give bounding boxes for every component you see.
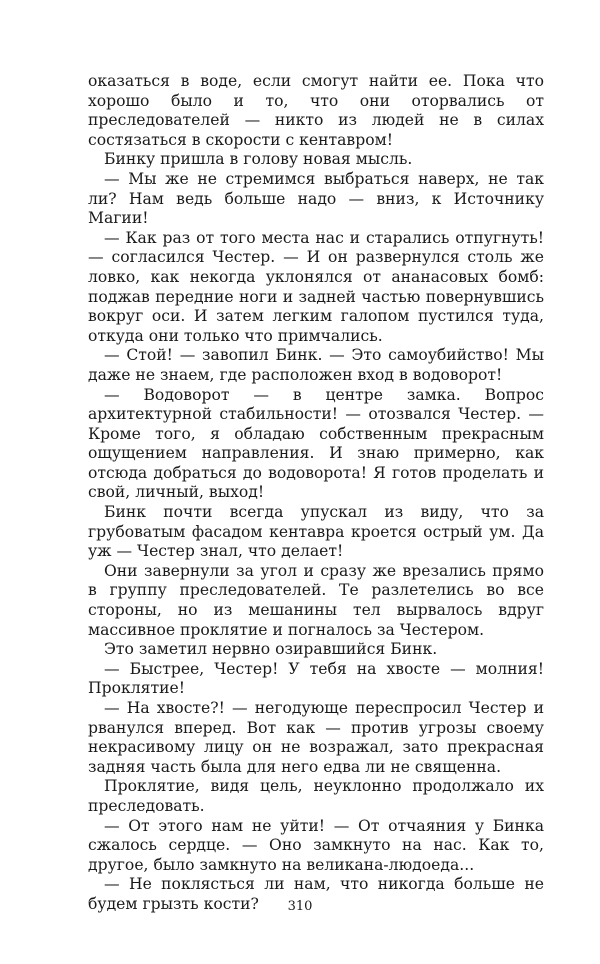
paragraph: — Быстрее, Честер! У тебя на хвосте — молния! Проклятие! (88, 659, 544, 698)
paragraph-continuation: оказаться в воде, если смогут найти ее. Пока что хорошо было и то, что они оторвались от преследователей — никто из людей не в силах состязаться в скорости с кентавром! (88, 72, 544, 149)
paragraph: — Водоворот — в центре замка. Вопрос архитектурной стабильности! — отозвался Честер. — Кроме того, я обладаю собственным прекрасным ощущением направления. И знаю примерно, как отсюда добраться до водоворота! Я готов проделать и свой, личный, выход! (88, 385, 544, 502)
book-page-text (88, 72, 544, 915)
paragraph: Это заметил нервно озиравшийся Бинк. (104, 640, 438, 659)
page-number: 310 (287, 899, 313, 914)
paragraph: — Мы же не стремимся выбраться наверх, не так ли? Нам ведь больше надо — вниз, к Источнику Магии! (88, 169, 544, 228)
paragraph: — Стой! — завопил Бинк. — Это самоубийство! Мы даже не знаем, где расположен вход в водоворот! (88, 346, 544, 384)
paragraph: Они завернули за угол и сразу же врезались прямо в группу преследователей. Те разлетелись во все стороны, но из мешанины тел вырвалось вдруг массивное проклятие и погналось за Честером. (88, 561, 544, 639)
paragraph: Бинку пришла в голову новая мысль. (104, 150, 413, 169)
paragraph: — Не поклясться ли нам, что никогда больше не будем грызть кости? (88, 875, 544, 913)
paragraph: Бинк почти всегда упускал из виду, что за грубоватым фасадом кентавра кроется острый ум. Да уж — Честер знал, что делает! (88, 503, 544, 561)
paragraph: — На хвосте?! — негодующе переспросил Честер и рванулся вперед. Вот как — против угрозы своему некрасивому лицу он не возражал, зато прекрасная задняя часть была для него едва ли не священна. (88, 699, 544, 776)
paragraph: — Как раз от того места нас и старались отпугнуть! — согласился Честер. — И он развернулся столь же ловко, как некогда уклонялся от ананасовых бомб: поджав передние ноги и задней частью повернувшись вокруг оси. И затем легким галопом пустился туда, откуда они только что примчались. (88, 228, 544, 345)
paragraph: — От этого нам не уйти! — От отчаяния у Бинка сжалось сердце. — Оно замкнуто на нас. Как то, другое, было замкнуто на великана-людоеда... (88, 816, 544, 874)
paragraph: Проклятие, видя цель, неуклонно продолжало их преследовать. (88, 777, 544, 815)
